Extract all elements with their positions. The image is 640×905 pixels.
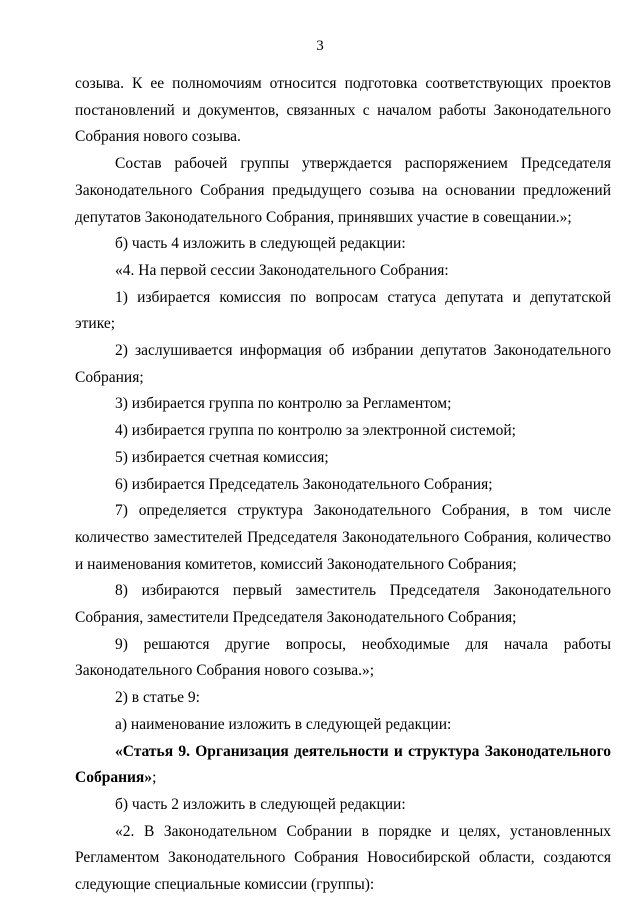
document-body [75, 71, 611, 899]
paragraph-part-2: «2. В Законодательном Собрании в порядке и целях, установленных Регламентом Законодательного Собрания Новосибирской области, создаются следующие специальные комиссии (группы): [75, 822, 611, 894]
list-item-1: 1) избирается комиссия по вопросам статуса депутата и депутатской этике; [75, 288, 611, 333]
paragraph-amendment-b-2: б) часть 2 изложить в следующей редакции: [115, 795, 406, 813]
list-item-6: 6) избирается Председатель Законодательного Собрания; [115, 475, 493, 493]
list-item-2: 2) заслушивается информация об избрании депутатов Законодательного Собрания; [75, 342, 611, 386]
paragraph-part-4: «4. На первой сессии Законодательного Собрания: [115, 261, 449, 279]
paragraph-continuation: созыва. К ее полномочиям относится подготовка соответствующих проектов постановлений и документов, связанных с началом работы Законодательного Собрания нового созыва. [75, 75, 611, 146]
list-item-9: 9) решаются другие вопросы, необходимые для начала работы Законодательного Собрания нового созыва.»; [75, 635, 611, 680]
article-heading-bold: «Статья 9. Организация деятельности и структура Законодательного Собрания» [75, 742, 611, 787]
page-number: 3 [316, 38, 324, 54]
article-heading-suffix: ; [152, 769, 157, 787]
paragraph-amendment-a: а) наименование изложить в следующей редакции: [115, 715, 452, 733]
list-item-5: 5) избирается счетная комиссия; [115, 448, 329, 466]
paragraph-amendment-b: б) часть 4 изложить в следующей редакции: [115, 235, 406, 253]
list-item-3: 3) избирается группа по контролю за Регламентом; [115, 395, 452, 413]
list-item-8: 8) избираются первый заместитель Председателя Законодательного Собрания, заместители Председателя Законодательного Собрания; [75, 582, 611, 627]
paragraph-article-9: 2) в статье 9: [115, 689, 200, 707]
list-item-7: 7) определяется структура Законодательного Собрания, в том числе количество заместителей Председателя Законодательного Собрания, количество и наименования комитетов, комиссий Законодательного Собрания; [75, 502, 611, 573]
list-item-4: 4) избирается группа по контролю за электронной системой; [115, 422, 516, 440]
paragraph-working-group: Состав рабочей группы утверждается распоряжением Председателя Законодательного Собрания предыдущего созыва на основании предложений депутатов Законодательного Собрания, принявших участие в совещании.»; [75, 155, 611, 226]
article-heading [75, 739, 611, 792]
